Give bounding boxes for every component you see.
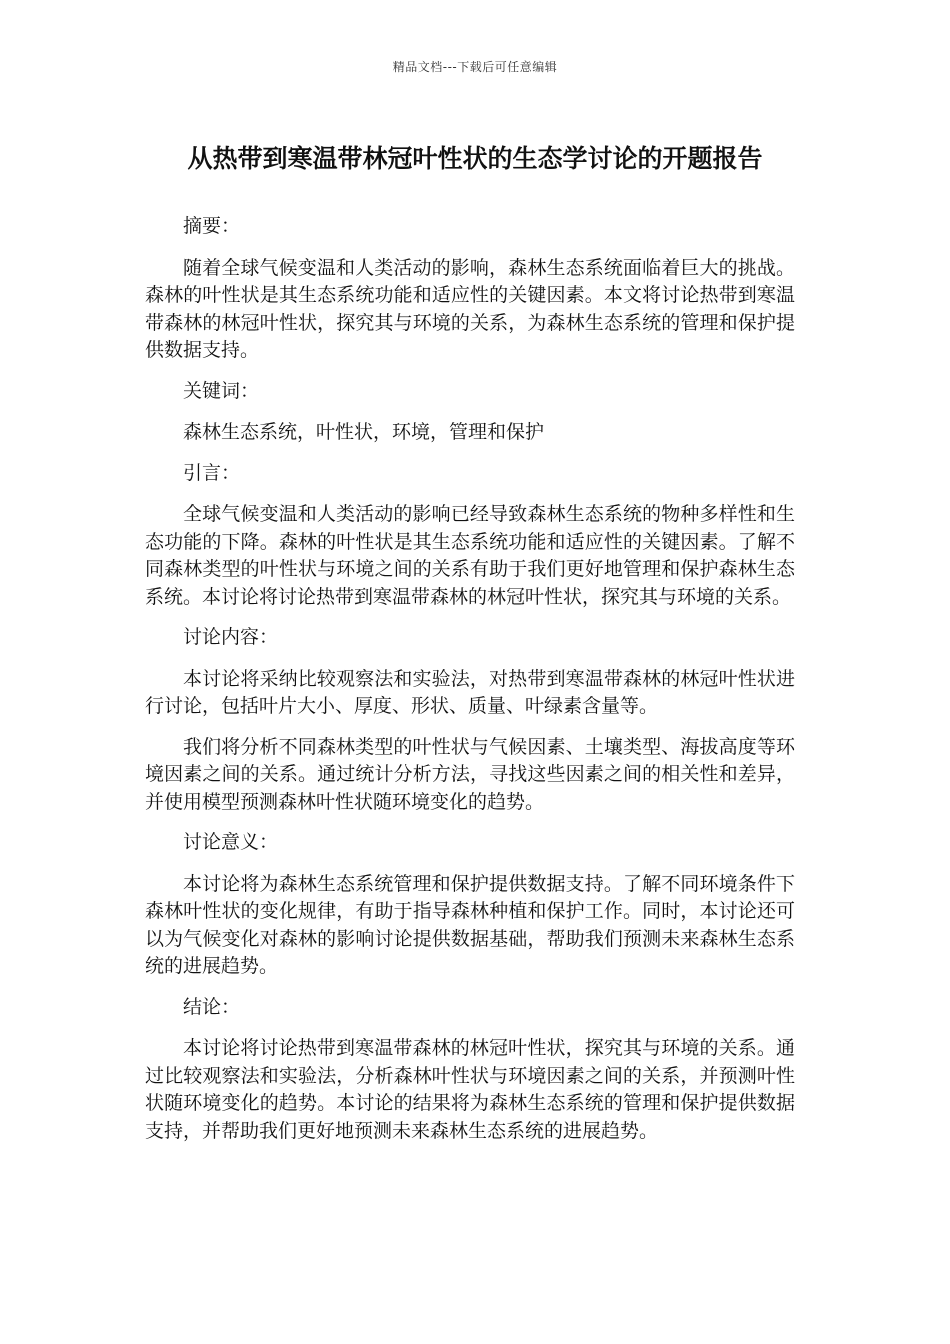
significance-paragraph: 本讨论将为森林生态系统管理和保护提供数据支持。了解不同环境条件下森林叶性状的变化规律，有助于指导森林种植和保护工作。同时，本讨论还可以为气候变化对森林的影响讨论提供数据基础，帮助我们预测未来森林生态系统的进展趋势。: [145, 872, 795, 977]
content-paragraph-2: 我们将分析不同森林类型的叶性状与气候因素、土壤类型、海拔高度等环境因素之间的关系。通过统计分析方法，寻找这些因素之间的相关性和差异，并使用模型预测森林叶性状随环境变化的趋势。: [145, 735, 795, 813]
document-title: 从热带到寒温带林冠叶性状的生态学讨论的开题报告: [187, 144, 763, 173]
content-paragraph-1: 本讨论将采纳比较观察法和实验法，对热带到寒温带森林的林冠叶性状进行讨论，包括叶片大小、厚度、形状、质量、叶绿素含量等。: [145, 667, 795, 717]
section-label-significance: 讨论意义：: [183, 831, 279, 853]
section-label-conclusion: 结论：: [183, 995, 241, 1018]
section-label-content: 讨论内容：: [183, 626, 279, 648]
document-body: [145, 213, 795, 1158]
header-note: 精品文档---下载后可任意编辑: [392, 60, 558, 74]
section-label-introduction: 引言：: [183, 461, 241, 484]
keywords-paragraph: 森林生态系统，叶性状，环境，管理和保护: [183, 421, 545, 443]
conclusion-paragraph: 本讨论将讨论热带到寒温带森林的林冠叶性状，探究其与环境的关系。通过比较观察法和实验法，分析森林叶性状与环境因素之间的关系，并预测叶性状随环境变化的趋势。本讨论的结果将为森林生态系统的管理和保护提供数据支持，并帮助我们更好地预测未来森林生态系统的进展趋势。: [145, 1037, 795, 1142]
introduction-paragraph: 全球气候变温和人类活动的影响已经导致森林生态系统的物种多样性和生态功能的下降。森林的叶性状是其生态系统功能和适应性的关键因素。了解不同森林类型的叶性状与环境之间的关系有助于我们更好地管理和保护森林生态系统。本讨论将讨论热带到寒温带森林的林冠叶性状，探究其与环境的关系。: [145, 503, 795, 608]
abstract-paragraph: 随着全球气候变温和人类活动的影响，森林生态系统面临着巨大的挑战。森林的叶性状是其生态系统功能和适应性的关键因素。本文将讨论热带到寒温带森林的林冠叶性状，探究其与环境的关系，为森林生态系统的管理和保护提供数据支持。: [145, 256, 795, 361]
section-label-abstract: 摘要：: [183, 215, 241, 237]
section-label-keywords: 关键词：: [183, 379, 260, 402]
